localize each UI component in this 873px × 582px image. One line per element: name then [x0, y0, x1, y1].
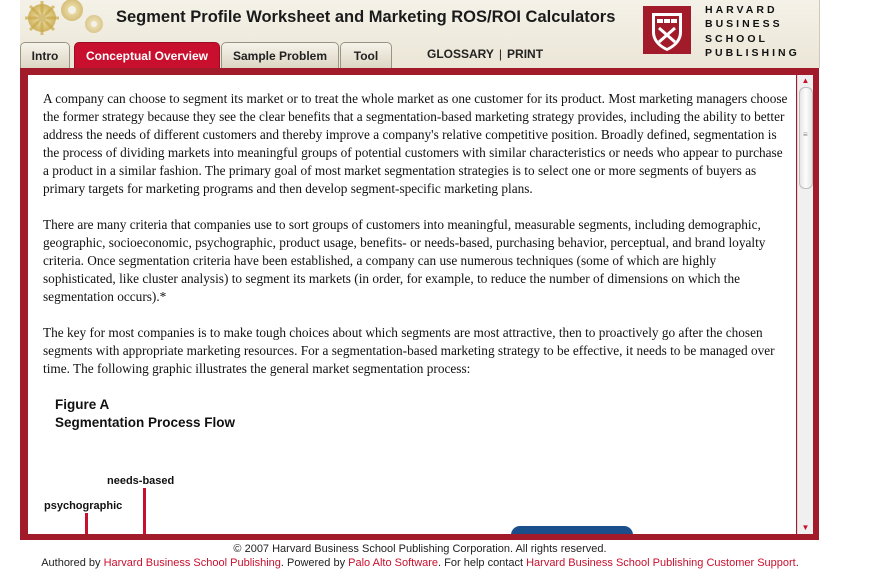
credits-text: Authored by	[41, 557, 104, 569]
flow-label-psychographic: psychographic	[44, 500, 123, 512]
segmentation-flow-figure	[43, 475, 783, 534]
figure-title: Segmentation Process Flow	[55, 415, 236, 430]
hbs-wordmark	[705, 3, 800, 61]
credits	[0, 557, 840, 569]
flow-label-needs-based: needs-based	[107, 475, 175, 487]
link-separator: |	[498, 47, 503, 61]
tab-sample-problem[interactable]: Sample Problem	[221, 42, 339, 68]
app-title: Segment Profile Worksheet and Marketing ROS/ROI Calculators	[116, 8, 616, 26]
flow-bar	[143, 488, 146, 534]
copyright: © 2007 Harvard Business School Publishing Corporation. All rights reserved.	[233, 543, 607, 555]
brand-line: HARVARD	[705, 4, 778, 16]
scroll-thumb[interactable]	[799, 87, 813, 189]
content-panel	[20, 68, 819, 540]
flow-step-pill	[511, 526, 633, 534]
scroll-up-arrow-icon[interactable]: ▲	[801, 76, 810, 85]
tab-tool[interactable]: Tool	[340, 42, 392, 68]
scroll-area[interactable]	[28, 75, 796, 534]
customer-support-link[interactable]: Harvard Business School Publishing Customer Support	[526, 557, 796, 569]
scroll-down-arrow-icon[interactable]: ▼	[801, 523, 810, 532]
harvard-shield-icon	[643, 6, 691, 54]
credits-text: .	[795, 557, 799, 569]
glossary-link[interactable]: GLOSSARY	[427, 47, 494, 61]
hbsp-link[interactable]: Harvard Business School Publishing	[103, 557, 281, 569]
tab-intro[interactable]: Intro	[20, 42, 70, 68]
gears-logo-icon	[20, 0, 115, 44]
tab-conceptual-overview[interactable]: Conceptual Overview	[74, 42, 220, 69]
print-link[interactable]: PRINT	[507, 47, 544, 61]
palo-alto-link[interactable]: Palo Alto Software	[348, 557, 439, 569]
credits-text: . Powered by	[280, 557, 349, 569]
paragraph: The key for most companies is to make tough choices about which segments are most attractive, then to proactively go after the chosen segments with appropriate marketing resources. For a segmentation-based marketing strategy to be effective, it needs to be managed over time. The following graphic illustrates the general market segmentation process:	[43, 325, 775, 376]
grip-icon: ≡	[803, 130, 808, 139]
figure-label: Figure A	[55, 397, 110, 412]
brand-line: PUBLISHING	[705, 47, 800, 60]
paragraph: A company can choose to segment its market or to treat the whole market as one customer for its product. Most marketing managers choose the former strategy because they see the clear benefits that a segmentation-based marketing strategy provides, including the ability to better address the needs of different customers and thereby improve a company's relative competitive position. Broadly defined, segmentation is the process of dividing markets into meaningful groups of potential customers with similar characteristics or needs who appear to purchase a product in a similar fashion. The primary goal of most market segmentation strategies is to select one or more segments of buyers as primary targets for marketing programs and then develop segment-specific marketing plans.	[43, 91, 788, 196]
credits-text: . For help contact	[438, 557, 527, 569]
brand-line: BUSINESS	[705, 18, 783, 31]
top-links	[427, 47, 543, 61]
article	[43, 90, 788, 432]
brand-line: SCHOOL	[705, 32, 768, 45]
paragraph: There are many criteria that companies use to sort groups of customers into meaningful, measurable segments, including demographic, geographic, socioeconomic, psychographic, product usage, benefits- or needs-based, purchasing behavior, perceptual, and brand loyalty criteria. Once segmentation criteria have been established, a company can use numerous techniques (some of which are highly sophisticated, like cluster analysis) to segment its markets (in order, for example, to reduce the number of dimensions on which the segmentation occurs).*	[43, 217, 766, 304]
vertical-scrollbar[interactable]	[797, 75, 813, 534]
flow-bar	[85, 513, 88, 534]
